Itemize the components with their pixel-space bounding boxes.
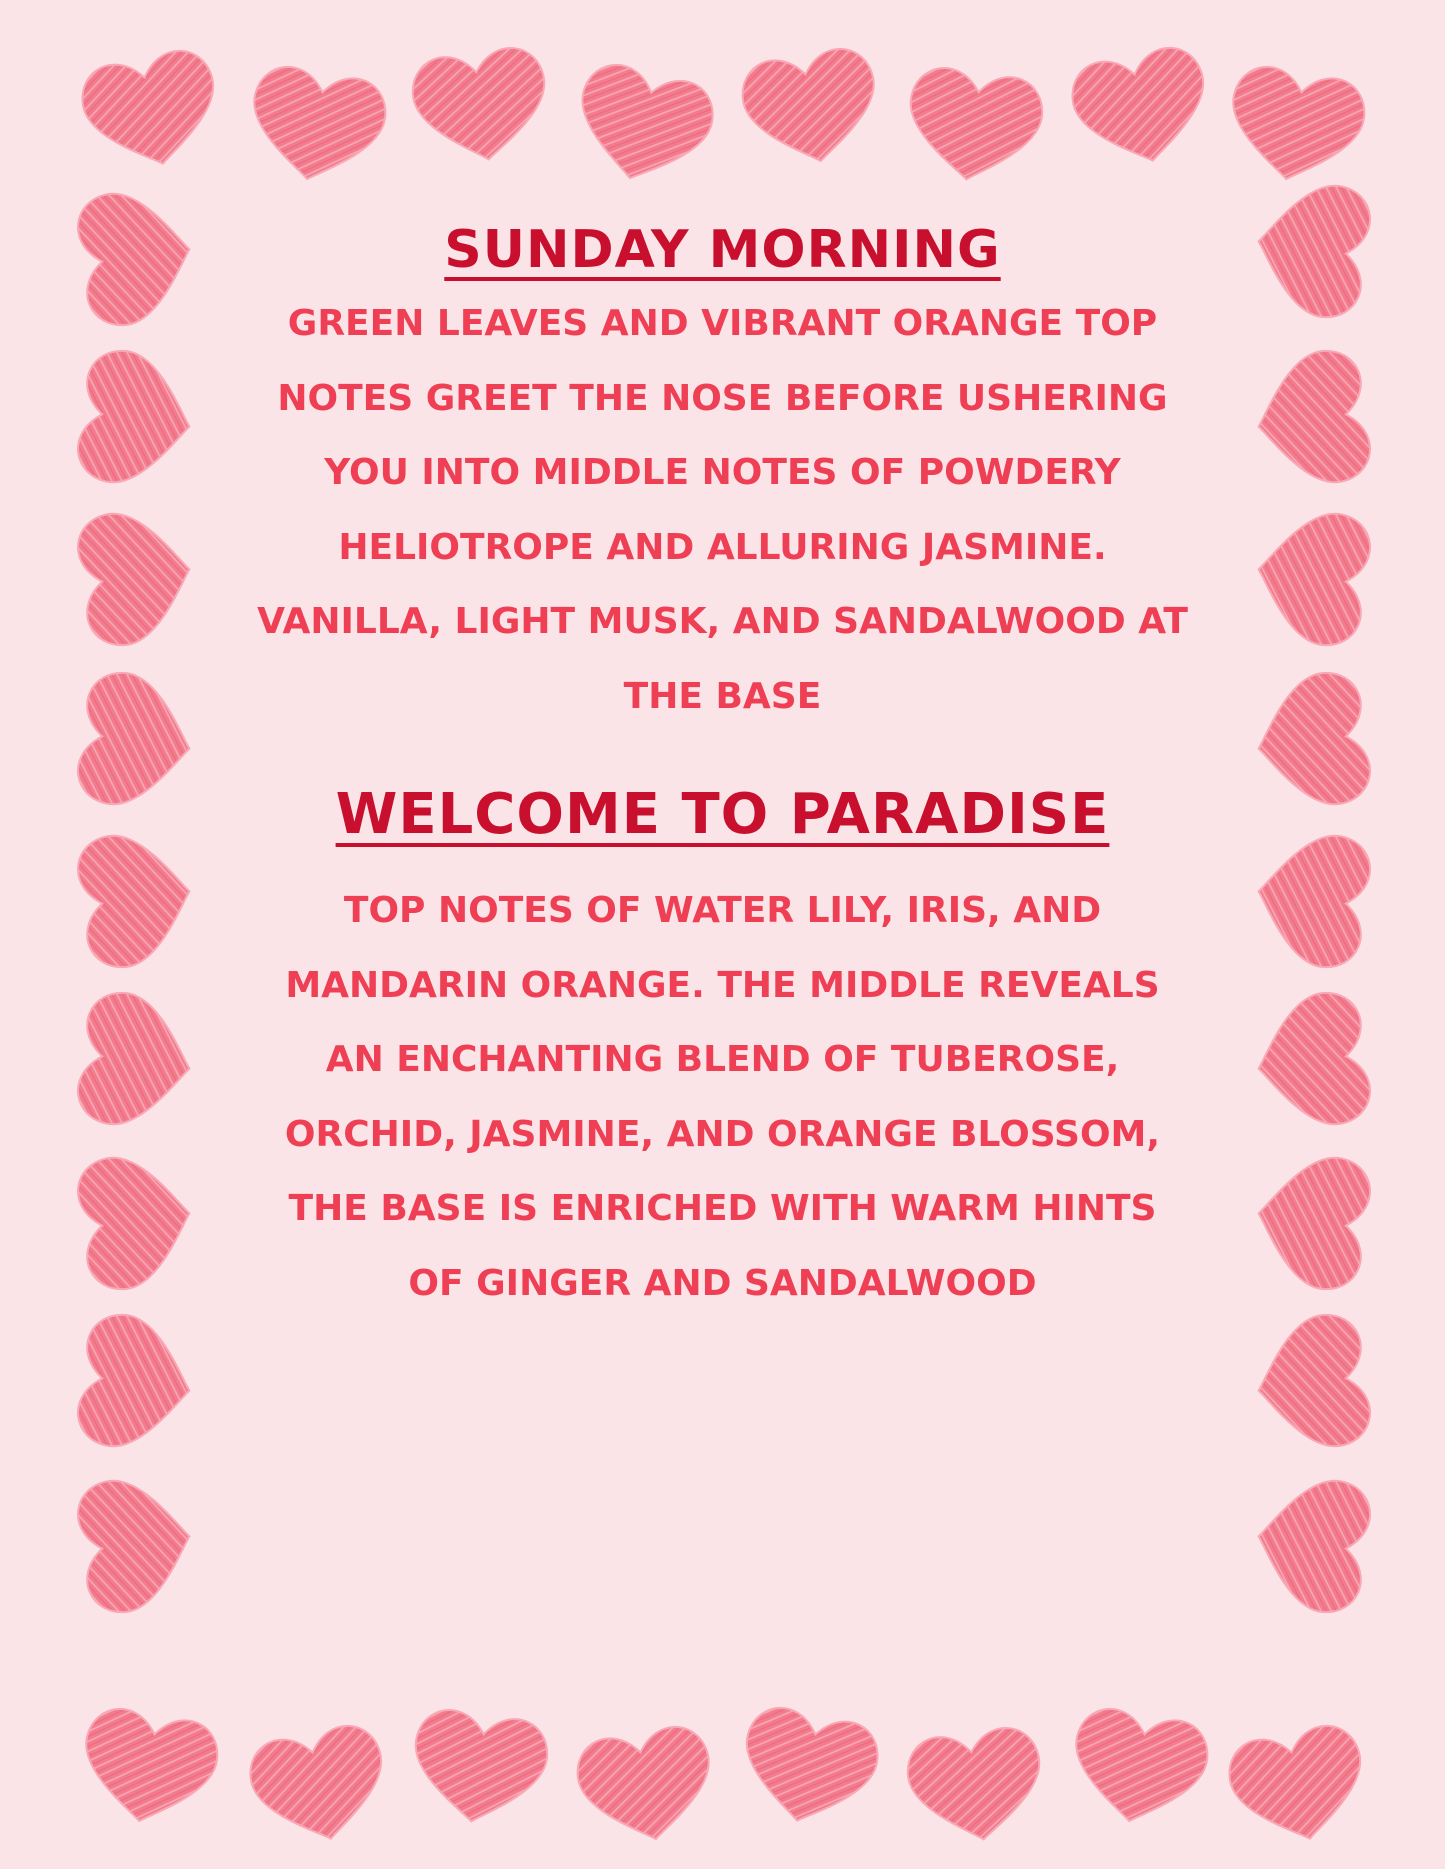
scribble-heart-icon (572, 1722, 721, 1851)
scribble-heart-icon (74, 668, 199, 814)
section-title-welcome-to-paradise: WELCOME TO PARADISE (335, 782, 1110, 847)
scribble-heart-icon (74, 504, 199, 650)
scribble-heart-icon (1249, 1471, 1374, 1617)
description-line: OF GINGER AND SANDALWOOD (408, 1262, 1037, 1304)
scribble-heart-icon (1249, 668, 1374, 814)
scribble-heart-icon (1249, 1310, 1374, 1456)
description-line: THE BASE IS ENRICHED WITH WARM HINTS (288, 1188, 1157, 1229)
scribble-heart-icon (1223, 1720, 1375, 1853)
page-content (220, 215, 1225, 1321)
description-line: HELIOTROPE AND ALLURING JASMINE. (338, 526, 1107, 568)
scribble-heart-icon (244, 1720, 396, 1853)
section-description-sunday-morning (220, 287, 1225, 734)
scribble-heart-icon (74, 184, 199, 330)
scribble-heart-icon (406, 1706, 552, 1831)
scribble-heart-icon (901, 64, 1047, 189)
scribble-heart-icon (74, 1471, 199, 1617)
scribble-heart-icon (1249, 988, 1374, 1134)
description-line: ORCHID, JASMINE, AND ORANGE BLOSSOM, (284, 1113, 1161, 1155)
description-line: AN ENCHANTING BLEND OF TUBEROSE, (325, 1039, 1120, 1080)
scribble-heart-icon (1249, 176, 1374, 322)
description-line: TOP NOTES OF WATER LILY, IRIS, AND (343, 890, 1102, 931)
scribble-heart-icon (242, 62, 391, 191)
scribble-heart-icon (566, 58, 720, 194)
scribble-heart-icon (737, 44, 886, 173)
scribble-heart-icon (74, 826, 199, 972)
scribble-heart-icon (74, 346, 199, 492)
scribble-heart-icon (1221, 62, 1370, 191)
section-description-welcome-to-paradise (220, 874, 1225, 1321)
scribble-heart-icon (1249, 346, 1374, 492)
scribble-heart-icon (1066, 42, 1218, 175)
description-line: YOU INTO MIDDLE NOTES OF POWDERY (324, 452, 1121, 493)
scribble-heart-icon (74, 988, 199, 1134)
scribble-heart-icon (1064, 1704, 1213, 1833)
scribble-heart-icon (408, 44, 554, 169)
scribble-heart-icon (733, 1702, 885, 1835)
scribble-heart-icon (1249, 1148, 1374, 1294)
scribble-heart-icon (74, 1310, 199, 1456)
description-line: VANILLA, LIGHT MUSK, AND SANDALWOOD AT (257, 601, 1188, 642)
description-line: NOTES GREET THE NOSE BEFORE USHERING (277, 377, 1168, 419)
scribble-heart-icon (1249, 826, 1374, 972)
description-line: GREEN LEAVES AND VIBRANT ORANGE TOP (287, 303, 1158, 344)
description-line: MANDARIN ORANGE. THE MIDDLE REVEALS (285, 964, 1160, 1006)
scribble-heart-icon (74, 1148, 199, 1294)
scribble-heart-icon (1249, 504, 1374, 650)
section-title-sunday-morning: SUNDAY MORNING (444, 220, 1001, 280)
scribble-heart-icon (74, 1704, 223, 1833)
description-line: THE BASE (623, 675, 822, 717)
scribble-heart-icon (903, 1724, 1049, 1849)
scribble-heart-icon (76, 45, 228, 178)
